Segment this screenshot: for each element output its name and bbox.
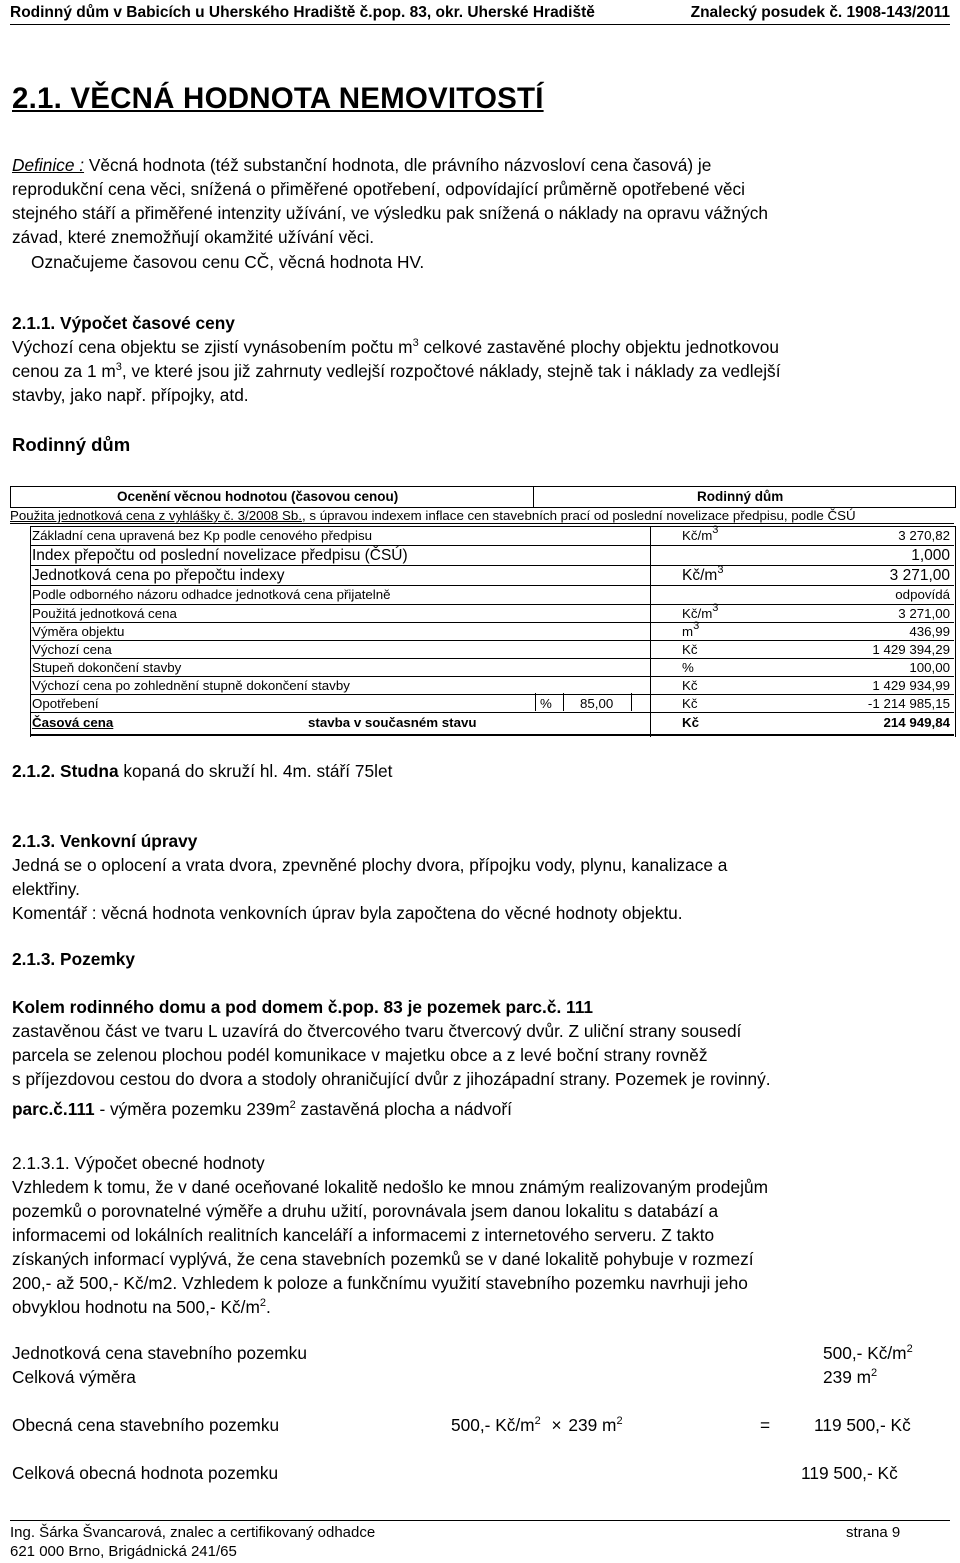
equals-sign: = bbox=[760, 1415, 771, 1435]
table-used-price-note bbox=[10, 508, 954, 524]
section-title: 2.1. VĚCNÁ HODNOTA NEMOVITOSTÍ bbox=[12, 82, 544, 115]
final-unit: Kč bbox=[682, 715, 699, 730]
page-header bbox=[10, 2, 950, 25]
table-row bbox=[30, 676, 954, 695]
superscript: 2 bbox=[259, 1297, 266, 1309]
unit-text: m bbox=[682, 624, 694, 639]
outdoor-title: 2.1.3. Venkovní úpravy bbox=[12, 831, 198, 851]
definition-line-2: reprodukční cena věci, snížená o přiměřené opotřebení, odpovídající průměrně opotřebené věci bbox=[12, 179, 745, 199]
unit-price-value bbox=[823, 1341, 913, 1365]
final-label: Časová cena bbox=[32, 715, 114, 730]
general-value-line-1: Vzhledem k tomu, že v dané oceňované lokalitě nedošlo ke mnou známým realizovaným prodejům bbox=[12, 1177, 768, 1197]
text-span: cenou za 1 m bbox=[12, 361, 116, 381]
row-unit bbox=[682, 524, 719, 543]
general-value-line-2: pozemků o porovnatelné výměře a druhu užití, porovnávala jsem danou lokalitu s databází a bbox=[12, 1201, 719, 1221]
row-unit bbox=[682, 564, 724, 585]
area-label: Celková výměra bbox=[12, 1367, 136, 1387]
outdoor-line-2: elektřiny. bbox=[12, 879, 80, 899]
outdoor-line-3: Komentář : věcná hodnota venkovních úprav byla započtena do věcné hodnoty objektu. bbox=[12, 903, 683, 923]
row-value: -1 214 985,15 bbox=[867, 696, 950, 711]
superscript: 2 bbox=[906, 1343, 913, 1355]
row-label: Podle odborného názoru odhadce jednotková cena přijatelně bbox=[32, 587, 391, 602]
footer-address: 621 000 Brno, Brigádnická 241/65 bbox=[10, 1543, 237, 1560]
footer-page-number: strana 9 bbox=[846, 1524, 901, 1541]
text-span: 239 m bbox=[823, 1367, 872, 1387]
unit-price-label: Jednotková cena stavebního pozemku bbox=[12, 1343, 307, 1363]
row-label: Index přepočtu od poslední novelizace předpisu (ČSÚ) bbox=[32, 547, 408, 564]
text-span: 239 m bbox=[568, 1415, 617, 1435]
table-row bbox=[30, 658, 954, 677]
row-unit bbox=[682, 620, 700, 639]
outdoor-line-1: Jedná se o oplocení a vrata dvora, zpevněné plochy dvora, přípojku vody, plynu, kanalizace a bbox=[12, 855, 728, 875]
row-value: 1,000 bbox=[911, 547, 950, 564]
superscript: 2 bbox=[534, 1415, 541, 1427]
table-row bbox=[30, 640, 954, 659]
definition-text: Věcná hodnota (též substanční hodnota, dle právního názvosloví cena časová) je bbox=[84, 155, 712, 175]
row-value: 3 271,00 bbox=[898, 606, 950, 621]
page-footer bbox=[10, 1520, 950, 1560]
row-value: 436,99 bbox=[909, 624, 950, 639]
text-span: zastavěná plocha a nádvoří bbox=[295, 1099, 512, 1119]
row-value: 3 270,82 bbox=[898, 528, 950, 543]
header-left: Rodinný dům v Babicích u Uherského Hradiště č.pop. 83, okr. Uherské Hradiště bbox=[10, 4, 595, 21]
subsection-title: 2.1.1. Výpočet časové ceny bbox=[12, 313, 235, 333]
well-text: kopaná do skruží hl. 4m. stáří 75let bbox=[118, 761, 393, 781]
superscript: 2 bbox=[871, 1367, 878, 1379]
row-unit bbox=[682, 678, 698, 693]
general-value-line-4: získaných informací vyplývá, že cena stavebních pozemků se v dané lokalitě pohybuje v rozmezí bbox=[12, 1249, 754, 1269]
final-value: 214 949,84 bbox=[883, 715, 950, 730]
table-row bbox=[30, 545, 954, 566]
object-heading: Rodinný dům bbox=[12, 434, 131, 455]
final-note: stavba v současném stavu bbox=[308, 715, 477, 730]
row-label: Stupeň dokončení stavby bbox=[32, 660, 182, 675]
header-right: Znalecký posudek č. 1908-143/2011 bbox=[690, 4, 950, 21]
multiply-sign: × bbox=[551, 1415, 562, 1435]
general-value-title: 2.1.3.1. Výpočet obecné hodnoty bbox=[12, 1153, 265, 1173]
land-line-3: s příjezdovou cestou do dvora a stodoly ohraničující dvůr z jihozápadní strany. Pozemek je rovinný. bbox=[12, 1069, 771, 1089]
text-span: Výchozí cena objektu se zjistí vynásobením počtu m bbox=[12, 337, 413, 357]
row-value: 1 429 934,99 bbox=[872, 678, 950, 693]
unit-text: Kč bbox=[682, 642, 698, 657]
well-line bbox=[12, 759, 392, 783]
definition-line-3: stejného stáří a přiměřené intenzity užívání, ve výsledku pak snížená o náklady na opravu vážných bbox=[12, 203, 768, 223]
row-percent-sign: % bbox=[540, 696, 552, 711]
row-label: Výměra objektu bbox=[32, 624, 125, 639]
row-unit bbox=[682, 642, 698, 657]
row-unit bbox=[682, 660, 694, 675]
definition-line-1 bbox=[12, 153, 711, 177]
land-line-2: parcela se zelenou plochou podél komunikace v majetku obce a z levé boční strany rovněž bbox=[12, 1045, 708, 1065]
row-label: Opotřebení bbox=[32, 696, 99, 711]
row-label: Jednotková cena po přepočtu indexy bbox=[32, 567, 285, 584]
total-value-label: Celková obecná hodnota pozemku bbox=[12, 1463, 279, 1483]
superscript: 2 bbox=[289, 1099, 296, 1111]
total-value: 119 500,- Kč bbox=[801, 1463, 898, 1483]
superscript: 3 bbox=[412, 337, 419, 349]
general-price-result: 119 500,- Kč bbox=[814, 1415, 911, 1435]
paragraph-line: stavby, jako např. přípojky, atd. bbox=[12, 385, 249, 405]
land-title: 2.1.3. Pozemky bbox=[12, 949, 135, 969]
superscript: 3 bbox=[712, 602, 719, 614]
text-span: . bbox=[265, 1297, 271, 1317]
general-price-label: Obecná cena stavebního pozemku bbox=[12, 1415, 280, 1435]
general-value-line-6 bbox=[12, 1295, 271, 1319]
table-title-divider bbox=[533, 487, 534, 507]
table-row-final bbox=[30, 712, 954, 736]
row-label: Základní cena upravená bez Kp podle cenového předpisu bbox=[32, 528, 373, 543]
parcel-label: parc.č.111 bbox=[12, 1099, 95, 1119]
table-row bbox=[30, 694, 954, 713]
table-row bbox=[30, 565, 954, 586]
definition-label: Definice : bbox=[12, 155, 85, 175]
unit-text: Kč/m bbox=[682, 567, 718, 584]
text-span: - výměra pozemku 239m bbox=[94, 1099, 290, 1119]
superscript: 3 bbox=[717, 564, 724, 576]
row-value: 1 429 394,29 bbox=[872, 642, 950, 657]
row-label: Výchozí cena bbox=[32, 642, 112, 657]
unit-text: % bbox=[682, 660, 694, 675]
unit-text: Kč/m bbox=[682, 606, 713, 621]
general-value-line-5: 200,- až 500,- Kč/m2. Vzhledem k poloze a funkčnímu využití stavebního pozemku navrhuji jeho bbox=[12, 1273, 748, 1293]
superscript: 3 bbox=[693, 620, 700, 632]
used-price-text: , s úpravou indexem inflace cen stavebních prací od poslední novelizace předpisu, podle ČSÚ bbox=[301, 508, 856, 523]
row-value: 100,00 bbox=[909, 660, 950, 675]
table-row bbox=[30, 604, 954, 623]
table-row bbox=[30, 622, 954, 641]
row-value: 3 271,00 bbox=[889, 567, 950, 584]
well-title: 2.1.2. Studna bbox=[12, 761, 119, 781]
text-span: 500,- Kč/m bbox=[451, 1415, 535, 1435]
land-heading: Kolem rodinného domu a pod domem č.pop. 83 je pozemek parc.č. 111 bbox=[12, 997, 593, 1017]
definition-line-4: závad, které znemožňují okamžité užívání věci. bbox=[12, 227, 375, 247]
general-value-line-3: informacemi od lokálních realitních kanceláří a informacemi z internetového serveru. Z takto bbox=[12, 1225, 715, 1245]
row-unit bbox=[682, 602, 719, 621]
table-title-right: Rodinný dům bbox=[697, 489, 784, 504]
table-row bbox=[30, 526, 954, 546]
unit-text: Kč/m bbox=[682, 528, 713, 543]
row-percent-value: 85,00 bbox=[580, 696, 614, 711]
table-row bbox=[30, 585, 954, 605]
paragraph-line bbox=[12, 359, 781, 383]
area-value bbox=[823, 1365, 877, 1389]
land-line-1: zastavěnou část ve tvaru L uzavírá do čtvercového tvaru čtvercový dvůr. Z uliční strany sousedí bbox=[12, 1021, 742, 1041]
paragraph-line bbox=[12, 335, 779, 359]
text-span: , ve které jsou již zahrnuty vedlejší rozpočtové náklady, stejně tak i náklady za vedlejší bbox=[121, 361, 781, 381]
row-label: Použitá jednotková cena bbox=[32, 606, 177, 621]
footer-author: Ing. Šárka Švancarová, znalec a certifikovaný odhadce bbox=[10, 1524, 376, 1541]
superscript: 3 bbox=[115, 361, 122, 373]
table-title-left: Ocenění věcnou hodnotou (časovou cenou) bbox=[117, 489, 399, 504]
row-value: odpovídá bbox=[895, 587, 950, 602]
unit-text: Kč bbox=[682, 696, 698, 711]
land-parcel-line bbox=[12, 1097, 512, 1121]
used-price-ref: Použita jednotková cena z vyhlášky č. 3/2008 Sb. bbox=[10, 508, 302, 523]
text-span: obvyklou hodnotu na 500,- Kč/m bbox=[12, 1297, 260, 1317]
text-span: 500,- Kč/m bbox=[823, 1343, 907, 1363]
row-unit bbox=[682, 696, 698, 711]
unit-text: Kč bbox=[682, 678, 698, 693]
definition-line-5: Označujeme časovou cenu CČ, věcná hodnota HV. bbox=[31, 252, 425, 272]
text-span: celkové zastavěné plochy objektu jednotkovou bbox=[418, 337, 779, 357]
general-price-formula bbox=[451, 1413, 623, 1437]
superscript: 2 bbox=[616, 1415, 623, 1427]
row-label: Výchozí cena po zohlednění stupně dokončení stavby bbox=[32, 678, 350, 693]
superscript: 3 bbox=[712, 524, 719, 536]
table-title-bar bbox=[10, 486, 956, 508]
